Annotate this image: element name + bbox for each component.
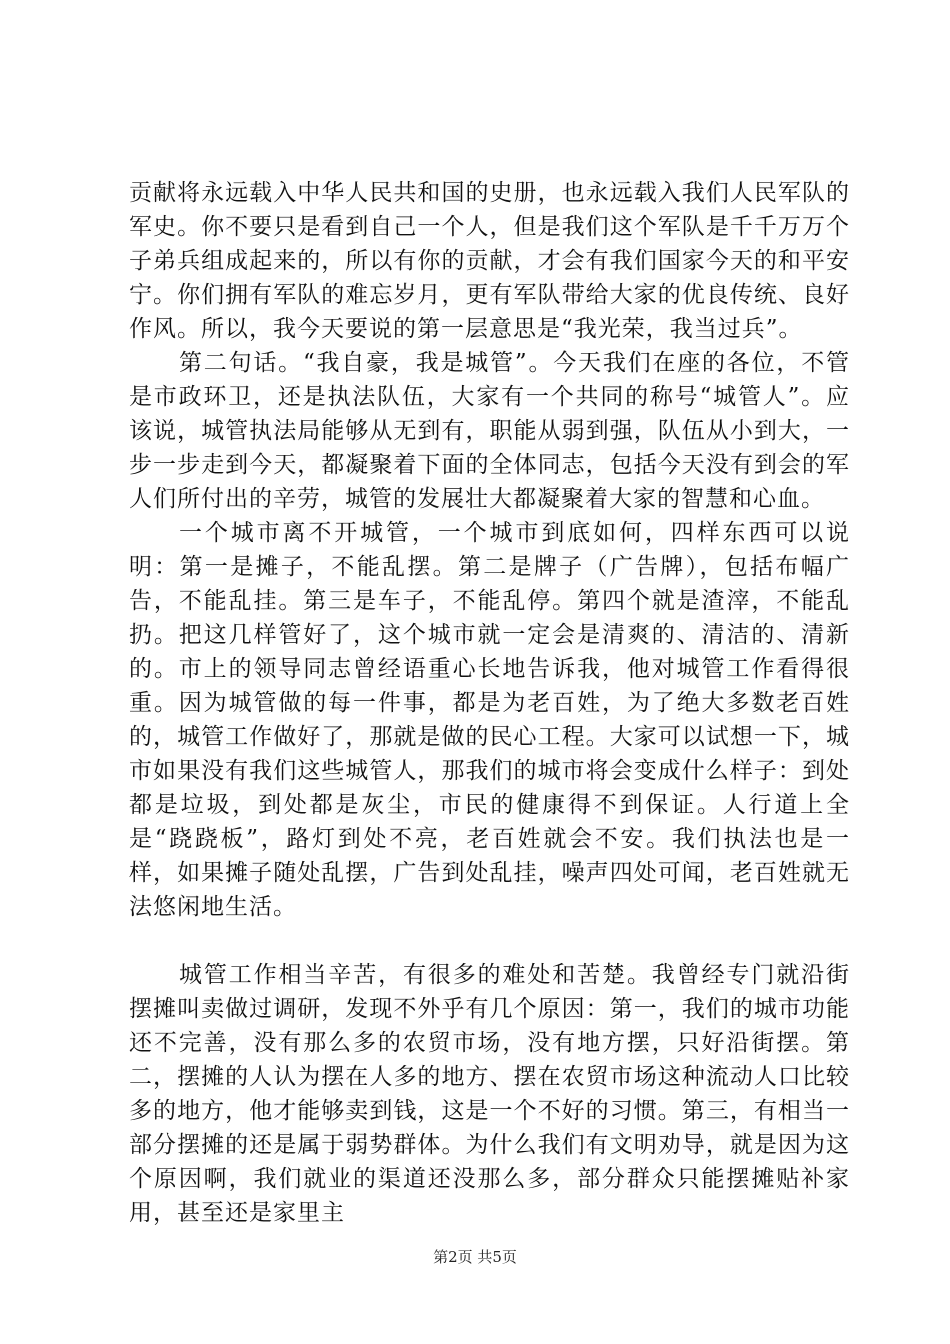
- paragraph-3: 一个城市离不开城管，一个城市到底如何，四样东西可以说明：第一是摊子，不能乱摆。第二是牌子（广告牌），包括布幅广告，不能乱挂。第三是车子，不能乱停。第四个就是渣滓，不能乱扔。把这几样管好了，这个城市就一定会是清爽的、清洁的、清新的。市上的领导同志曾经语重心长地告诉我，他对城管工作看得很重。因为城管做的每一件事，都是为老百姓，为了绝大多数老百姓的，城管工作做好了，那就是做的民心工程。大家可以试想一下，城市如果没有我们这些城管人，那我们的城市将会变成什么样子：到处都是垃圾，到处都是灰尘，市民的健康得不到保证。人行道上全是“跷跷板”，路灯到处不亮，老百姓就会不安。我们执法也是一样，如果摊子随处乱摆，广告到处乱挂，噪声四处可闻，老百姓就无法悠闲地生活。: [129, 520, 850, 920]
- paragraph-2: 第二句话。“我自豪，我是城管”。今天我们在座的各位，不管是市政环卫，还是执法队伍，大家有一个共同的称号“城管人”。应该说，城管执法局能够从无到有，职能从弱到强，队伍从小到大，一步一步走到今天，都凝聚着下面的全体同志，包括今天没有到会的军人们所付出的辛劳，城管的发展壮大都凝聚着大家的智慧和心血。: [129, 350, 850, 512]
- page-number-footer: 第2页 共5页: [433, 1248, 517, 1266]
- paragraph-1: 贡献将永远载入中华人民共和国的史册，也永远载入我们人民军队的军史。你不要只是看到自己一个人，但是我们这个军队是千千万万个子弟兵组成起来的，所以有你的贡献，才会有我们国家今天的和平安宁。你们拥有军队的难忘岁月，更有军队带给大家的优良传统、良好作风。所以，我今天要说的第一层意思是“我光荣，我当过兵”。: [129, 180, 850, 342]
- document-body: [129, 176, 850, 1230]
- paragraph-4: 城管工作相当辛苦，有很多的难处和苦楚。我曾经专门就沿街摆摊叫卖做过调研，发现不外乎有几个原因：第一，我们的城市功能还不完善，没有那么多的农贸市场，没有地方摆，只好沿街摆。第二，摆摊的人认为摆在人多的地方、摆在农贸市场这种流动人口比较多的地方，他才能够卖到钱，这是一个不好的习惯。第三，有相当一部分摆摊的还是属于弱势群体。为什么我们有文明劝导，就是因为这个原因啊，我们就业的渠道还没那么多，部分群众只能摆摊贴补家用，甚至还是家里主: [129, 962, 850, 1226]
